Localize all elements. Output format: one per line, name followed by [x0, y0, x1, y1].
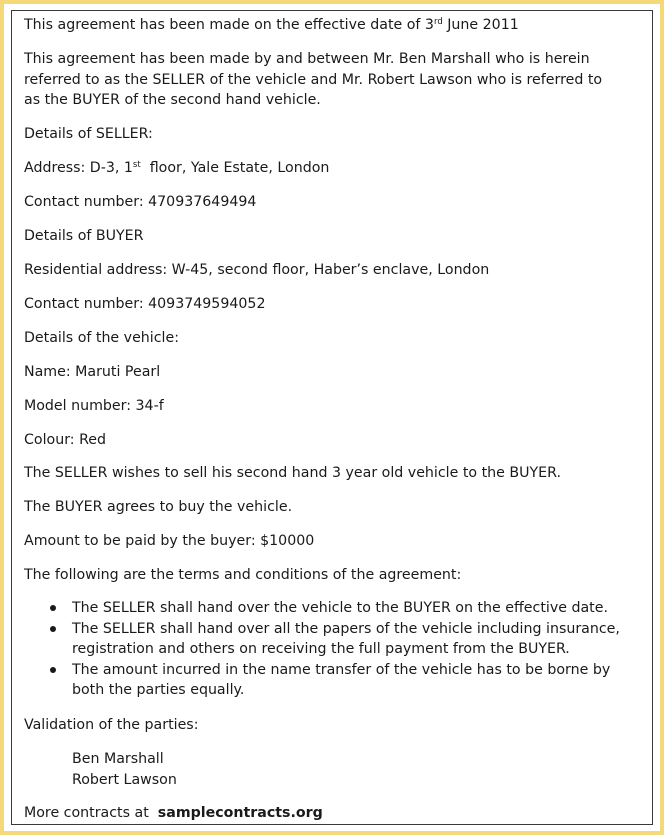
seller-wish: The SELLER wishes to sell his second hand 3 year old vehicle to the BUYER.: [24, 465, 561, 481]
seller-contact: Contact number: 470937649494: [24, 194, 257, 210]
footer-prefix: More contracts at: [24, 805, 149, 821]
seller-heading: Details of SELLER:: [24, 126, 153, 142]
bullet-icon: [50, 667, 56, 673]
agreement-document: [11, 10, 653, 825]
party-2-name: Robert Lawson: [72, 771, 177, 788]
vehicle-name: Name: Maruti Pearl: [24, 364, 161, 380]
bullet-icon: [50, 605, 56, 611]
buyer-address: Residential address: W-45, second floor, Haber’s enclave, London: [24, 262, 490, 278]
intro-line-1: This agreement has been made by and between Mr. Ben Marshall who is herein: [24, 51, 590, 67]
vehicle-colour: Colour: Red: [24, 432, 107, 448]
buyer-agrees: The BUYER agrees to buy the vehicle.: [24, 499, 293, 515]
validation-heading: Validation of the parties:: [24, 717, 199, 733]
buyer-heading: Details of BUYER: [24, 228, 144, 244]
buyer-contact: Contact number: 4093749594052: [24, 296, 266, 312]
party-1-name: Ben Marshall: [72, 751, 164, 767]
agreement-date-line: This agreement has been made on the effective date of 3rd June 2011: [24, 17, 519, 33]
seller-address: Address: D-3, 1st floor, Yale Estate, London: [24, 160, 330, 176]
term-item: The SELLER shall hand over all the papers of the vehicle including insurance, registration and others on receiving the full payment from the BUYER.: [24, 619, 646, 660]
footer: [24, 803, 644, 824]
terms-list: [24, 598, 646, 701]
term-item: The amount incurred in the name transfer of the vehicle has to be borne by both the parties equally.: [24, 660, 646, 701]
intro-line-3: as the BUYER of the second hand vehicle.: [24, 92, 321, 108]
bullet-icon: [50, 626, 56, 632]
terms-heading: The following are the terms and conditions of the agreement:: [24, 567, 462, 583]
vehicle-model: Model number: 34-f: [24, 398, 164, 414]
term-item: The SELLER shall hand over the vehicle to the BUYER on the effective date.: [24, 598, 646, 619]
amount: Amount to be paid by the buyer: $10000: [24, 533, 315, 549]
intro-line-2: referred to as the SELLER of the vehicle and Mr. Robert Lawson who is referred to: [24, 71, 603, 88]
vehicle-heading: Details of the vehicle:: [24, 330, 179, 346]
footer-site-link[interactable]: samplecontracts.org: [157, 805, 323, 821]
